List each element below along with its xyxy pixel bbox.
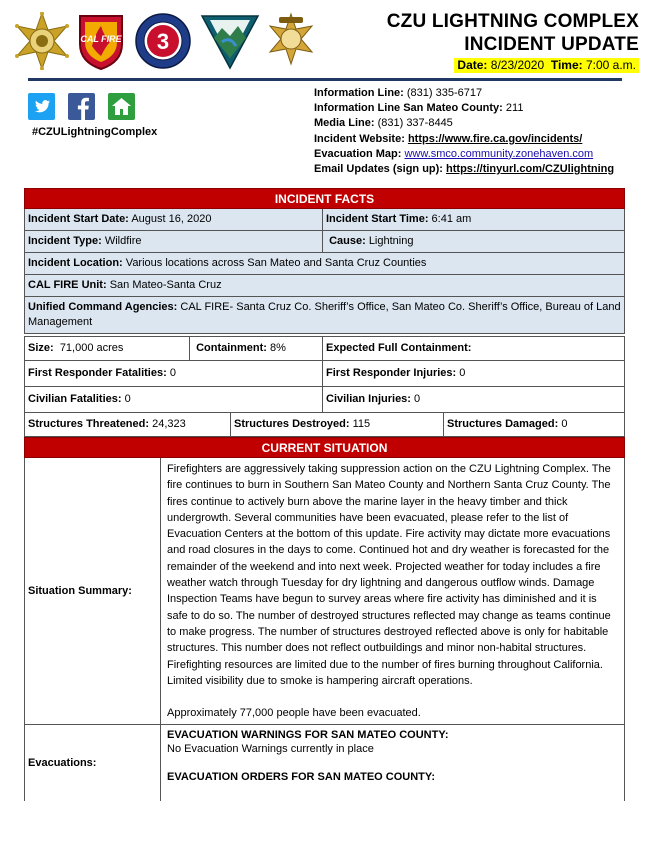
structures-threatened-cell [25,413,230,436]
structures-destroyed-value: 115 [352,418,371,430]
civ-injuries-label: Civilian Injuries: [326,393,411,405]
incident-update-title: INCIDENT UPDATE [464,34,639,55]
structures-damaged-cell [443,413,624,436]
cause-label: Cause: [329,235,366,247]
current-situation-heading: CURRENT SITUATION [24,437,625,458]
civ-injuries-value: 0 [414,393,421,405]
civ-fatalities-value: 0 [124,393,131,405]
incident-facts-heading: INCIDENT FACTS [24,188,625,209]
header-divider [28,78,622,81]
time-label: Time: [550,58,583,72]
location-value: Various locations across San Mateo and Santa Cruz Counties [125,257,427,269]
start-date-value: August 16, 2020 [131,213,212,225]
cause-value: Lightning [368,235,414,247]
facts-row-start [24,209,625,231]
blm-logo [200,12,260,70]
email-updates-label: Email Updates (sign up): [314,163,443,176]
incident-website-label: Incident Website: [314,132,405,145]
fire-district-seal-logo [134,12,192,70]
facts-row-size [24,336,625,361]
agencies-cell [25,297,624,333]
structures-threatened-label: Structures Threatened: [28,418,150,430]
cause-cell [322,231,624,252]
expected-containment-label: Expected Full Containment: [326,342,472,354]
fr-injuries-label: First Responder Injuries: [326,367,457,379]
date-label: Date: [457,58,488,72]
structures-destroyed-cell [230,413,443,436]
containment-cell [189,337,322,360]
containment-label: Containment: [196,342,267,354]
fr-fatalities-label: First Responder Fatalities: [28,367,167,379]
unit-value: San Mateo-Santa Cruz [109,279,222,291]
calfire-logo [76,12,126,70]
evac-warnings-heading: EVACUATION WARNINGS FOR SAN MATEO COUNTY: [167,729,449,742]
incident-type-cell [25,231,322,252]
evacuations-text-cell [160,725,624,801]
facts-row-unit [24,275,625,297]
situation-summary-text: Firefighters are aggressively taking suppression action on the CZU Lightning Complex. The fire continues to burn in Southern San Mateo County and Northern Santa Cruz County. The fires continue to actively burn above the marine layer in the heavy timber and thick undergrowth. Several communities have been evacuated, please refer to the list of Evacuation Centers at the bottom of this update. Fire activity may dictate more evacuations and road closures in the days to come. Continued hot and dry weather is forecasted for the remainder of the weekend and into next week. Projected weather for today includes a fire weather watch through Tuesday for dry lightning and dangerous outflow winds. Damage Inspection Teams have begun to survey areas where fire activity has diminished and it is safe to do so. The number of destroyed structures reflected may change as teams continue to make progress. The number of structures destroyed reflected above is only for habitable structures. This number does not reflect outbuildings and minor non-habital structures. Firefighting resources are limited due to the number of fires burning throughout California. Limited visibility due to smoke is hampering aircraft operations. [167,463,611,687]
situation-summary-row [24,458,625,725]
situation-summary-text-cell [160,458,624,724]
svg-text:3: 3 [156,29,170,54]
evac-map-label: Evacuation Map: [314,147,402,160]
agency-logos [14,12,324,70]
start-date-cell [25,209,322,230]
facebook-icon[interactable] [68,93,95,120]
info-line-label: Information Line: [314,87,404,99]
facts-row-location [24,253,625,275]
info-line-value: (831) 335-6717 [406,87,483,99]
expected-containment-cell [322,337,624,360]
facts-row-type [24,231,625,253]
agencies-value: CAL FIRE- Santa Cruz Co. Sheriff’s Office, San Mateo Co. Sheriff’s Office, Bureau of Land Management [28,301,621,328]
incident-type-value: Wildfire [104,235,142,247]
info-line-smc-value: 211 [505,102,524,115]
date-time-highlight [454,58,639,73]
structures-threatened-value: 24,323 [152,418,186,430]
fr-injuries-value: 0 [459,367,466,379]
fr-injuries-cell [322,361,624,386]
svg-text:CAL FIRE: CAL FIRE [80,34,122,44]
facts-row-fr [24,361,625,387]
home-icon[interactable] [108,93,135,120]
evac-orders-heading: EVACUATION ORDERS FOR SAN MATEO COUNTY: [167,771,436,784]
structures-damaged-value: 0 [561,418,568,430]
start-date-label: Incident Start Date: [28,213,129,225]
evac-warnings-text: No Evacuation Warnings currently in place [167,743,374,756]
sheriff-star-logo [14,12,70,70]
unit-label: CAL FIRE Unit: [28,279,107,291]
civ-fatalities-label: Civilian Fatalities: [28,393,122,405]
situation-summary-label: Situation Summary: [28,584,132,597]
incident-website-link[interactable]: https://www.fire.ca.gov/incidents/ [407,132,583,145]
facts-row-civ [24,387,625,413]
sheriff-badge-logo [268,12,314,66]
size-value: 71,000 acres [59,342,124,354]
facts-row-agencies [24,297,625,334]
facts-row-structures [24,413,625,437]
start-time-cell [322,209,624,230]
time-value: 7:00 a.m. [585,58,636,72]
civ-injuries-cell [322,387,624,412]
location-cell [25,253,624,274]
unit-cell [25,275,624,296]
size-label: Size: [28,342,54,354]
incident-sheet [24,188,625,801]
hashtag: #CZULightningComplex [32,126,158,138]
agencies-label: Unified Command Agencies: [28,301,178,313]
info-line-smc-label: Information Line San Mateo County: [314,102,503,115]
location-label: Incident Location: [28,257,123,269]
incident-name-title: CZU LIGHTNING COMPLEX [386,11,639,32]
evacuated-count-text: Approximately 77,000 people have been evacuated. [167,707,421,720]
date-value: 8/23/2020 [490,58,545,72]
incident-type-label: Incident Type: [28,235,102,247]
start-time-label: Incident Start Time: [326,213,429,225]
email-updates-link[interactable]: https://tinyurl.com/CZUlightning [446,163,615,176]
civ-fatalities-cell [25,387,322,412]
start-time-value: 6:41 am [431,213,472,225]
evacuations-row [24,725,625,801]
size-cell [25,337,189,360]
evac-map-link[interactable]: www.smco.community.zonehaven.com [404,147,594,160]
fr-fatalities-value: 0 [169,367,176,379]
report-title-block [387,10,639,74]
media-line-label: Media Line: [314,117,375,130]
twitter-icon[interactable] [28,93,55,120]
structures-damaged-label: Structures Damaged: [447,418,559,430]
media-line-value: (831) 337-8445 [377,117,453,130]
containment-value: 8% [270,342,286,354]
structures-destroyed-label: Structures Destroyed: [234,418,350,430]
evacuations-label: Evacuations: [28,756,97,769]
contact-info [314,86,614,177]
fr-fatalities-cell [25,361,322,386]
